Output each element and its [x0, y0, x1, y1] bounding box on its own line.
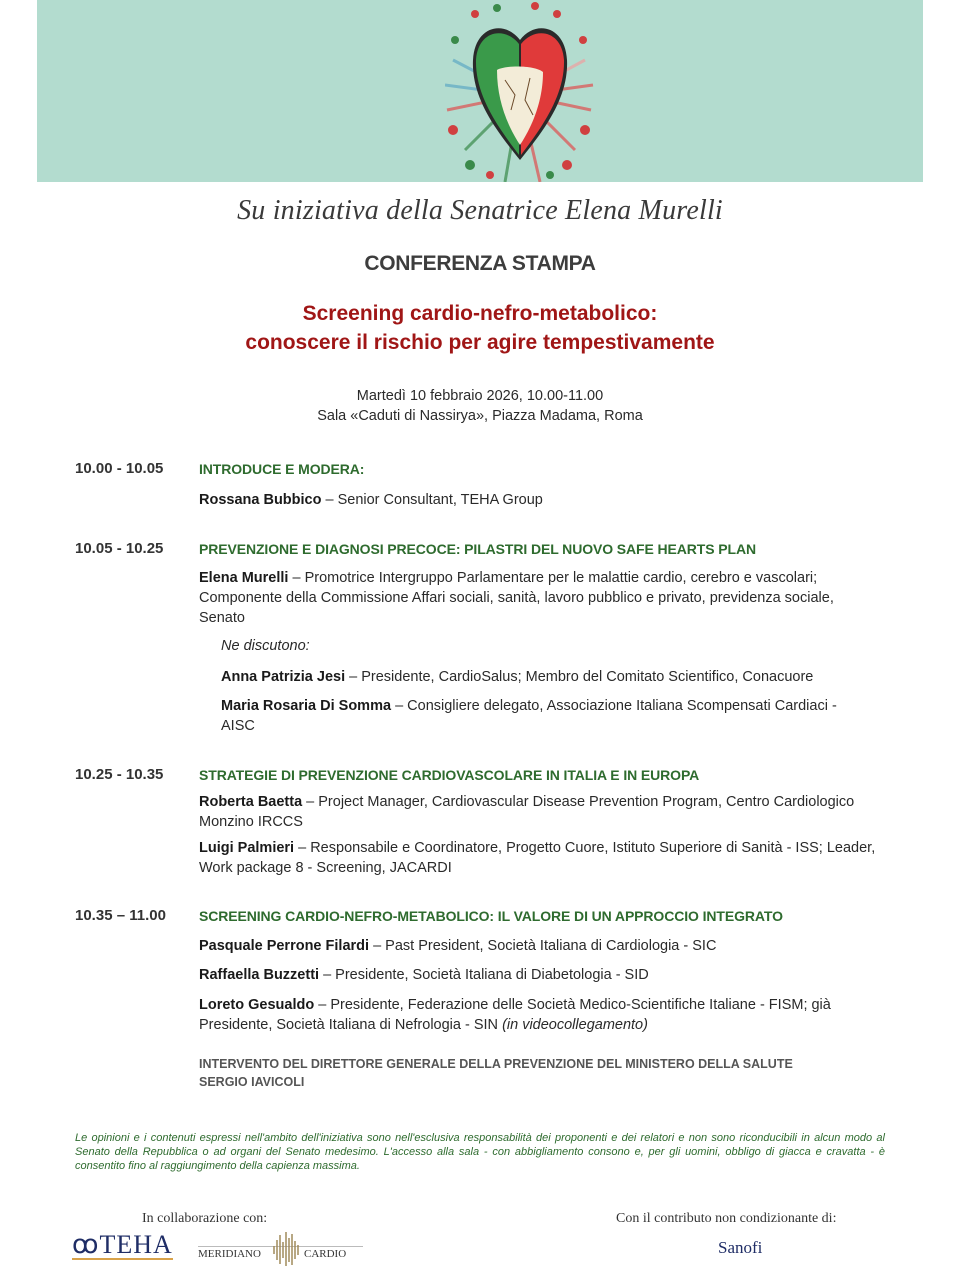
speaker-note: (in videocollegamento): [502, 1017, 648, 1033]
speaker-name: Raffaella Buzzetti: [199, 967, 320, 983]
agenda-time: 10.00 - 10.05: [75, 460, 164, 477]
speaker-name: Pasquale Perrone Filardi: [199, 938, 370, 954]
speaker-role: – Presidente, Società Italiana di Diabetologia - SID: [319, 967, 649, 983]
event-date: Martedì 10 febbraio 2026, 10.00-11.00: [356, 388, 604, 404]
teha-mark-icon: ꝏ: [72, 1230, 100, 1259]
meridiano-left-text: MERIDIANO: [198, 1248, 261, 1260]
event-details: [0, 386, 960, 426]
sanofi-logo: Sanofi: [718, 1238, 763, 1257]
meridiano-cardio-logo: [198, 1232, 363, 1266]
speaker-entry: [199, 995, 879, 1035]
speaker-role: – Presidente, Federazione delle Società Medico-Scientifiche Italiane - FISM; già Presidente, Società Italiana di Nefrologia - SIN: [199, 997, 831, 1033]
speaker-name: Elena Murelli: [199, 570, 289, 586]
speaker-role: – Responsabile e Coordinatore, Progetto Cuore, Istituto Superiore di Sanità - ISS; Leader, Work package 8 - Screening, JACARDI: [199, 840, 876, 876]
agenda-topic: STRATEGIE DI PREVENZIONE CARDIOVASCOLARE IN ITALIA E IN EUROPA: [199, 767, 700, 783]
speaker-role: – Past President, Società Italiana di Cardiologia - SIC: [369, 938, 717, 954]
event-type-heading: CONFERENZA STAMPA: [364, 252, 596, 275]
title-line-2: conoscere il rischio per agire tempestivamente: [245, 331, 715, 354]
speaker-entry: [199, 490, 879, 510]
discussion-label: Ne discutono:: [221, 638, 310, 654]
meridiano-right-text: CARDIO: [304, 1248, 347, 1260]
heart-illustration-icon: [445, 0, 595, 182]
teha-logo: [72, 1232, 173, 1260]
speaker-role: – Presidente, CardioSalus; Membro del Comitato Scientifico, Conacuore: [345, 669, 814, 685]
speaker-entry: [199, 936, 879, 956]
speaker-name: Anna Patrizia Jesi: [221, 669, 346, 685]
speaker-entry: [199, 792, 879, 832]
intervento-note: [199, 1055, 879, 1091]
header-banner: [37, 0, 923, 182]
intervento-line-2: SERGIO IAVICOLI: [199, 1075, 305, 1089]
speaker-name: Maria Rosaria Di Somma: [221, 698, 392, 714]
speaker-entry: [199, 965, 879, 985]
speaker-name: Roberta Baetta: [199, 794, 303, 810]
speaker-name: Rossana Bubbico: [199, 492, 322, 508]
disclaimer: Le opinioni e i contenuti espressi nell'ambito dell'iniziativa sono nell'esclusiva responsabilità dei proponenti e dei relatori e non sono riconducibili in alcun modo al Senato della Repubblica o ad organi del Senato medesimo. L'accesso alla sala - con abbigliamento consono e, per gli uomini, obbligo di giacca e cravatta - è consentito fino al raggiungimento della capienza massima.: [75, 1132, 885, 1172]
speaker-role: – Project Manager, Cardiovascular Disease Prevention Program, Centro Cardiologico Monzino IRCCS: [199, 794, 855, 830]
collaboration-label: In collaborazione con:: [142, 1211, 268, 1226]
speaker-name: Loreto Gesualdo: [199, 997, 315, 1013]
contribution-label: Con il contributo non condizionante di:: [616, 1211, 837, 1226]
speaker-name: Luigi Palmieri: [199, 840, 295, 856]
initiative-subtitle: Su iniziativa della Senatrice Elena Murelli: [237, 195, 723, 226]
agenda-time: 10.25 - 10.35: [75, 766, 164, 783]
speaker-role: – Senior Consultant, TEHA Group: [321, 492, 543, 508]
conference-title: [0, 299, 960, 357]
agenda-time: 10.05 - 10.25: [75, 540, 164, 557]
agenda-topic: PREVENZIONE E DIAGNOSI PRECOCE: PILASTRI DEL NUOVO SAFE HEARTS PLAN: [199, 541, 756, 557]
title-line-1: Screening cardio-nefro-metabolico:: [302, 302, 658, 325]
teha-logo-text: TEHA: [99, 1230, 173, 1259]
agenda-topic: INTRODUCE E MODERA:: [199, 461, 365, 477]
speaker-role: – Consigliere delegato, Associazione Italiana Scompensati Cardiaci - AISC: [221, 698, 837, 734]
discussant-entry: [221, 667, 901, 687]
agenda-topic: SCREENING CARDIO-NEFRO-METABOLICO: IL VALORE DI UN APPROCCIO INTEGRATO: [199, 908, 783, 924]
agenda-time: 10.35 – 11.00: [75, 907, 166, 924]
speaker-entry: [199, 838, 879, 878]
speaker-entry: [199, 568, 879, 628]
waveform-icon: [272, 1232, 302, 1266]
event-venue: Sala «Caduti di Nassirya», Piazza Madama, Roma: [317, 408, 643, 424]
intervento-line-1: INTERVENTO DEL DIRETTORE GENERALE DELLA PREVENZIONE DEL MINISTERO DELLA SALUTE: [199, 1057, 793, 1071]
speaker-role: – Promotrice Intergruppo Parlamentare per le malattie cardio, cerebro e vascolari; Componente della Commissione Affari sociali, sanità, lavoro pubblico e privato, previdenza sociale, Senato: [199, 570, 834, 626]
discussant-entry: [221, 696, 871, 736]
